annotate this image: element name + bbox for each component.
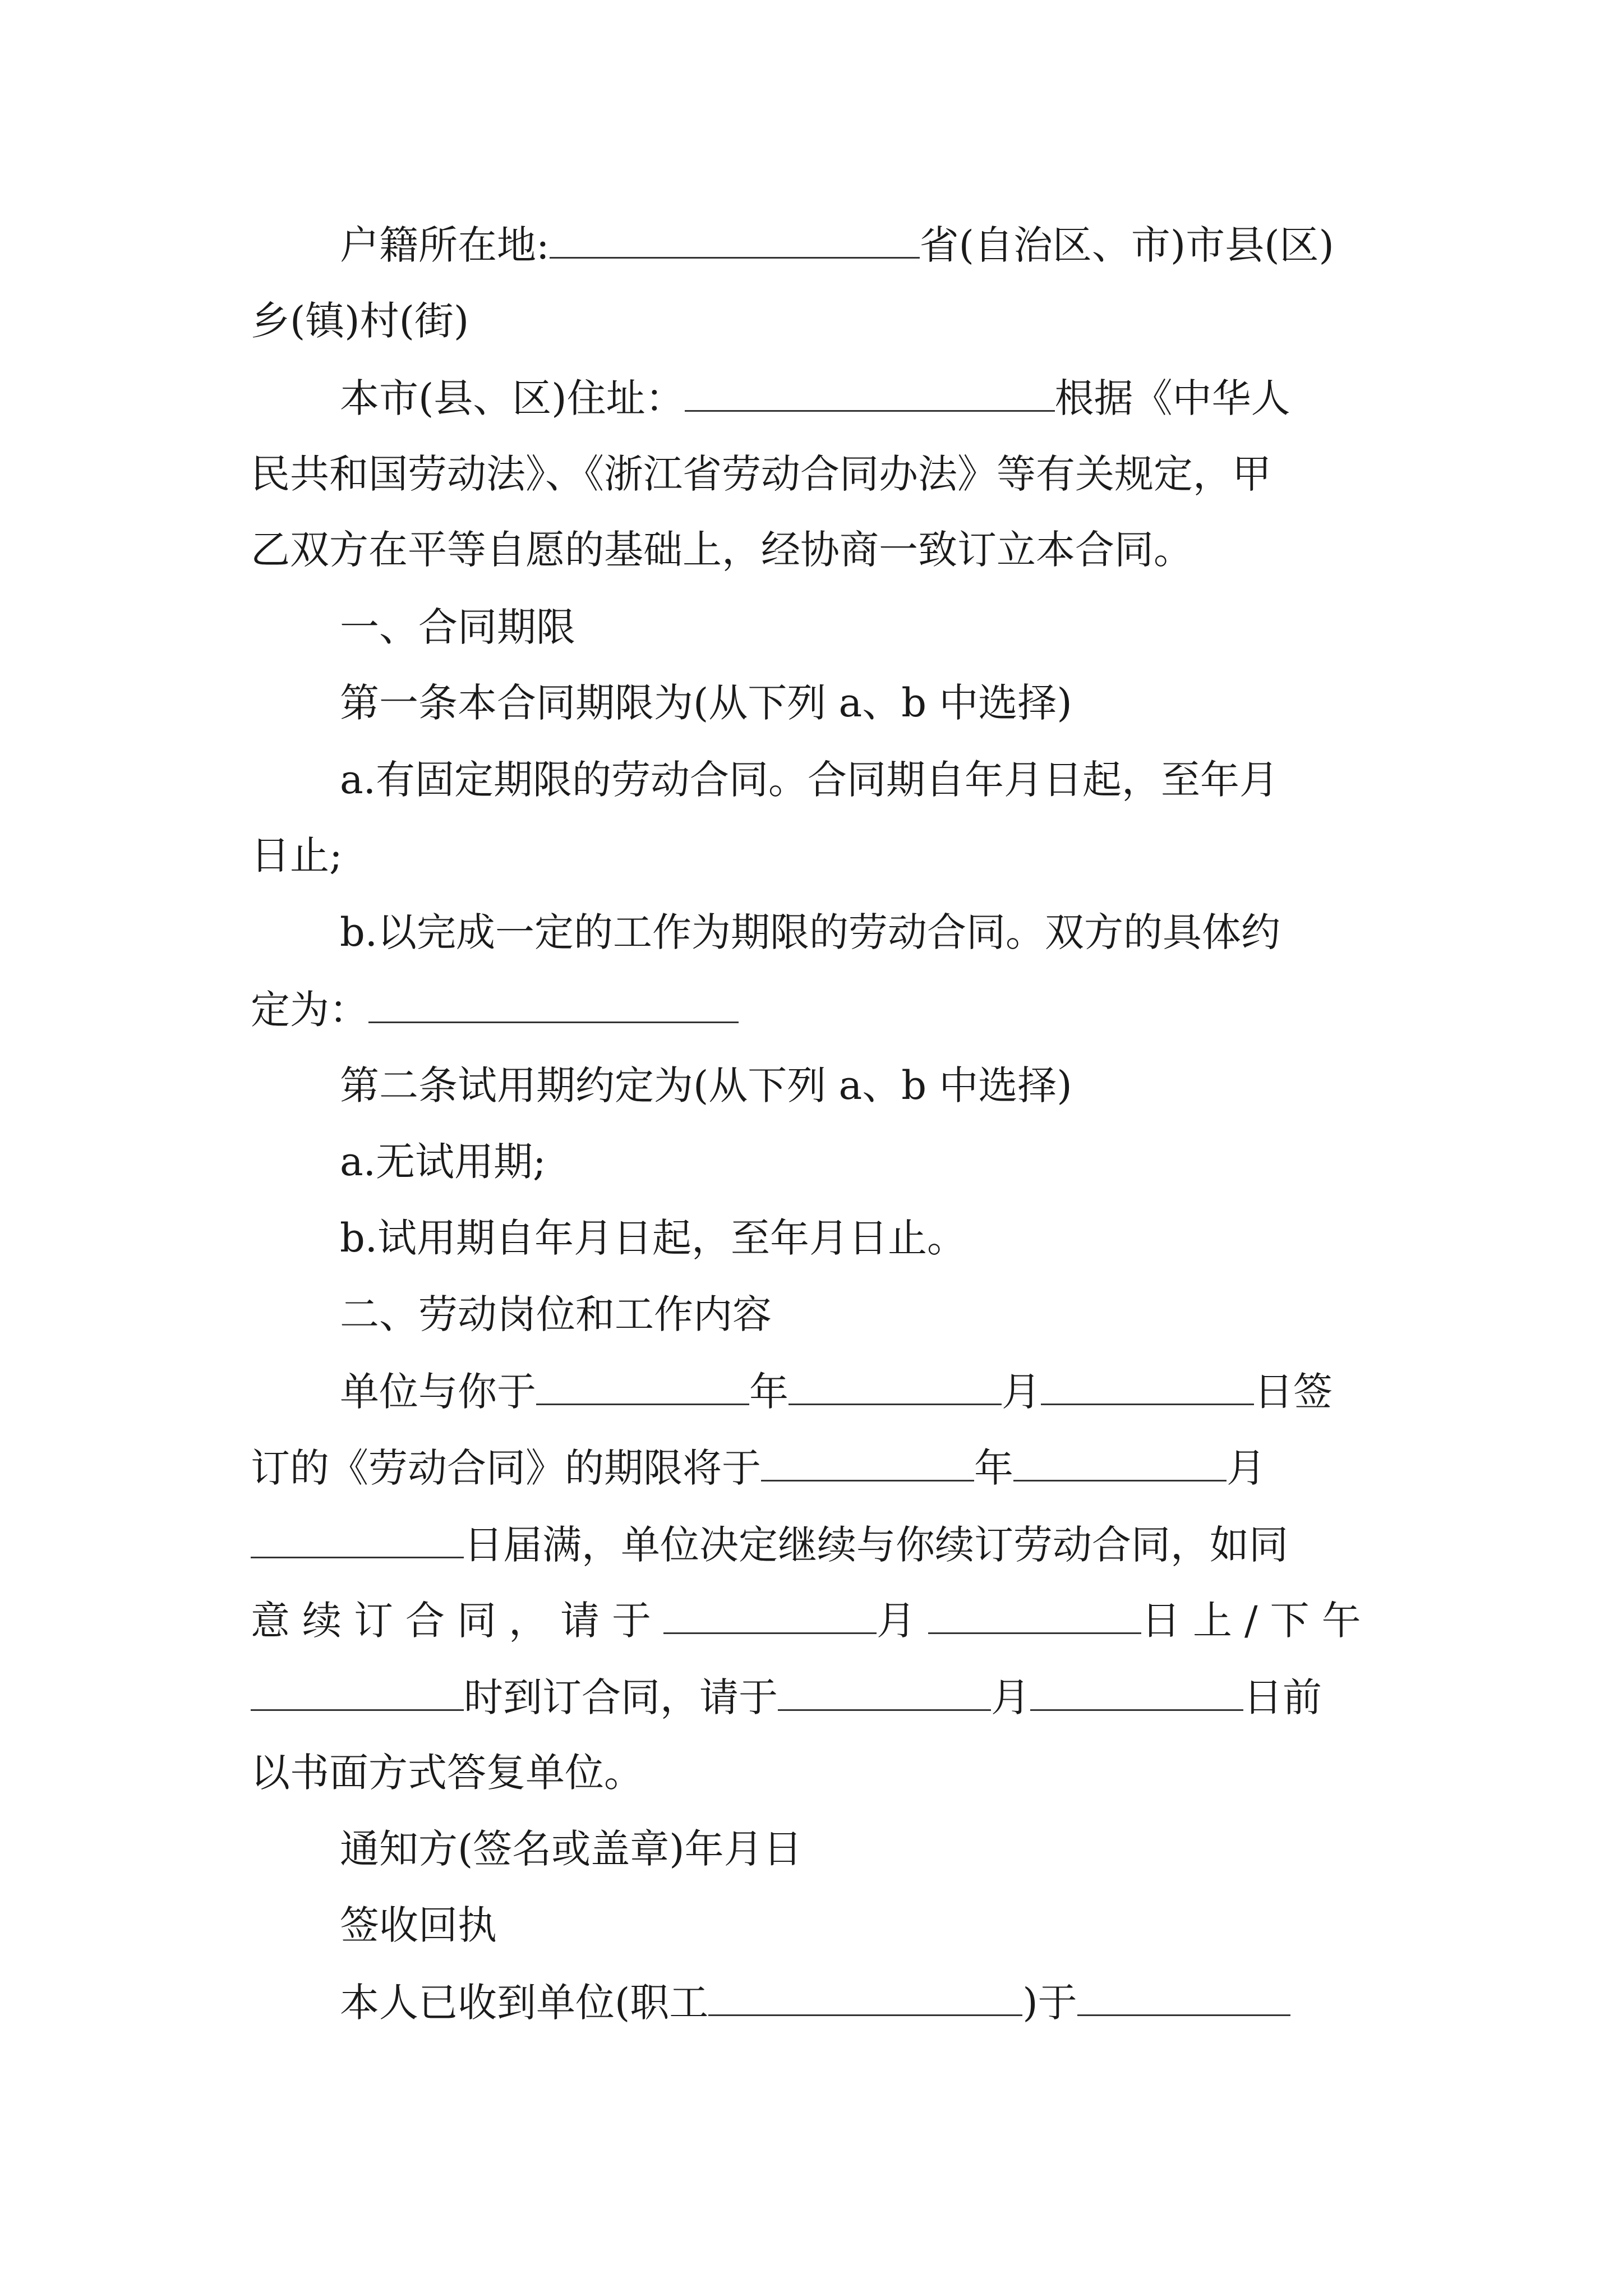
receipt-date-blank[interactable]: [1077, 1982, 1290, 2016]
notice-5-a: 时到订合同，请于: [464, 1674, 778, 1720]
notice-2-b: 年: [974, 1445, 1013, 1491]
hukou-suffix: 省(自治区、市)市县(区): [919, 222, 1334, 268]
notice-1-a: 单位与你于: [340, 1369, 536, 1415]
line-article-2: [340, 1062, 1072, 1108]
line-option-1b: [340, 909, 1281, 955]
line-notice-1: [340, 1369, 1332, 1415]
reply-day-blank[interactable]: [928, 1600, 1141, 1634]
option-1b-label: 定为：: [251, 987, 368, 1033]
line-notifier: [340, 1826, 803, 1872]
hukou-blank[interactable]: [550, 224, 920, 259]
option-2a-text: a.无试用期;: [340, 1139, 546, 1185]
line-notice-6: [251, 1750, 643, 1796]
receipt-a: 本人已收到单位(职工: [340, 1980, 709, 2026]
notice-5-b: 月: [991, 1674, 1030, 1720]
law-text: 民共和国劳动法》、《浙江省劳动合同办法》等有关规定，甲: [251, 451, 1271, 497]
section-1-title: 一、合同期限: [340, 604, 575, 650]
line-township: [251, 298, 469, 344]
receipt-title: 签收回执: [340, 1902, 497, 1948]
section-heading-receipt: [340, 1902, 497, 1948]
notice-4-a: 意续订合同，请于: [251, 1598, 663, 1644]
line-notice-5: [251, 1674, 1322, 1720]
township-text: 乡(镇)村(街): [251, 298, 469, 344]
notice-1-c: 月: [1002, 1369, 1041, 1415]
agreement-text: 乙双方在平等自愿的基础上，经协商一致订立本合同。: [251, 527, 1193, 573]
option-2b-text: b.试用期自年月日起，至年月日止。: [340, 1215, 967, 1261]
section-heading-job: [340, 1291, 772, 1337]
article-2-text: 第二条试用期约定为(从下列 a、b 中选择): [340, 1062, 1072, 1108]
line-notice-3: [251, 1522, 1288, 1568]
deadline-day-blank[interactable]: [1030, 1677, 1243, 1711]
sign-month-blank[interactable]: [789, 1371, 1002, 1405]
notice-3-text: 日届满，单位决定继续与你续订劳动合同，如同: [464, 1522, 1288, 1568]
notice-1-b: 年: [749, 1369, 789, 1415]
expire-day-blank[interactable]: [251, 1524, 464, 1558]
expire-month-blank[interactable]: [1013, 1447, 1227, 1481]
line-article-1: [340, 680, 1072, 726]
line-option-1b-end: [251, 987, 739, 1033]
notice-2-c: 月: [1227, 1445, 1266, 1491]
article-1-text: 第一条本合同期限为(从下列 a、b 中选择): [340, 680, 1072, 726]
reply-hour-blank[interactable]: [251, 1677, 464, 1711]
line-law: [251, 451, 1271, 497]
line-agreement: [251, 527, 1193, 573]
notice-1-d: 日签: [1254, 1369, 1332, 1415]
line-option-2b: [340, 1215, 967, 1261]
option-1a-text: a.有固定期限的劳动合同。合同期自年月日起，至年月: [340, 757, 1279, 803]
notice-4-c: 日上/下午: [1141, 1598, 1373, 1644]
option-1a-end-text: 日止;: [251, 832, 343, 878]
section-heading-term: [340, 604, 575, 650]
line-option-1a-end: [251, 832, 343, 878]
expire-year-blank[interactable]: [761, 1447, 974, 1481]
section-2-title: 二、劳动岗位和工作内容: [340, 1291, 772, 1337]
address-blank[interactable]: [685, 378, 1055, 412]
sign-day-blank[interactable]: [1041, 1371, 1254, 1405]
line-receipt: [340, 1980, 1290, 2026]
reply-month-blank[interactable]: [663, 1600, 877, 1634]
notice-2-a: 订的《劳动合同》的期限将于: [251, 1445, 761, 1491]
employee-name-blank[interactable]: [708, 1982, 1022, 2016]
address-suffix: 根据《中华人: [1054, 375, 1290, 421]
notifier-text: 通知方(签名或盖章)年月日: [340, 1826, 803, 1872]
line-notice-2: [251, 1445, 1266, 1491]
notice-4-b: 月: [877, 1598, 928, 1644]
address-label: 本市(县、区)住址：: [340, 375, 685, 421]
notice-6-text: 以书面方式答复单位。: [251, 1750, 643, 1796]
sign-year-blank[interactable]: [536, 1371, 749, 1405]
notice-5-c: 日前: [1243, 1674, 1322, 1720]
hukou-label: 户籍所在地:: [340, 222, 550, 268]
option-1b-text: b.以完成一定的工作为期限的劳动合同。双方的具体约: [340, 909, 1281, 955]
agreement-blank[interactable]: [368, 989, 739, 1023]
line-option-1a: [340, 757, 1279, 803]
line-notice-4: [251, 1598, 1373, 1644]
line-address: [340, 375, 1290, 421]
line-hukou: [340, 222, 1334, 268]
line-option-2a: [340, 1139, 546, 1185]
deadline-month-blank[interactable]: [778, 1677, 991, 1711]
receipt-b: )于: [1022, 1980, 1077, 2026]
